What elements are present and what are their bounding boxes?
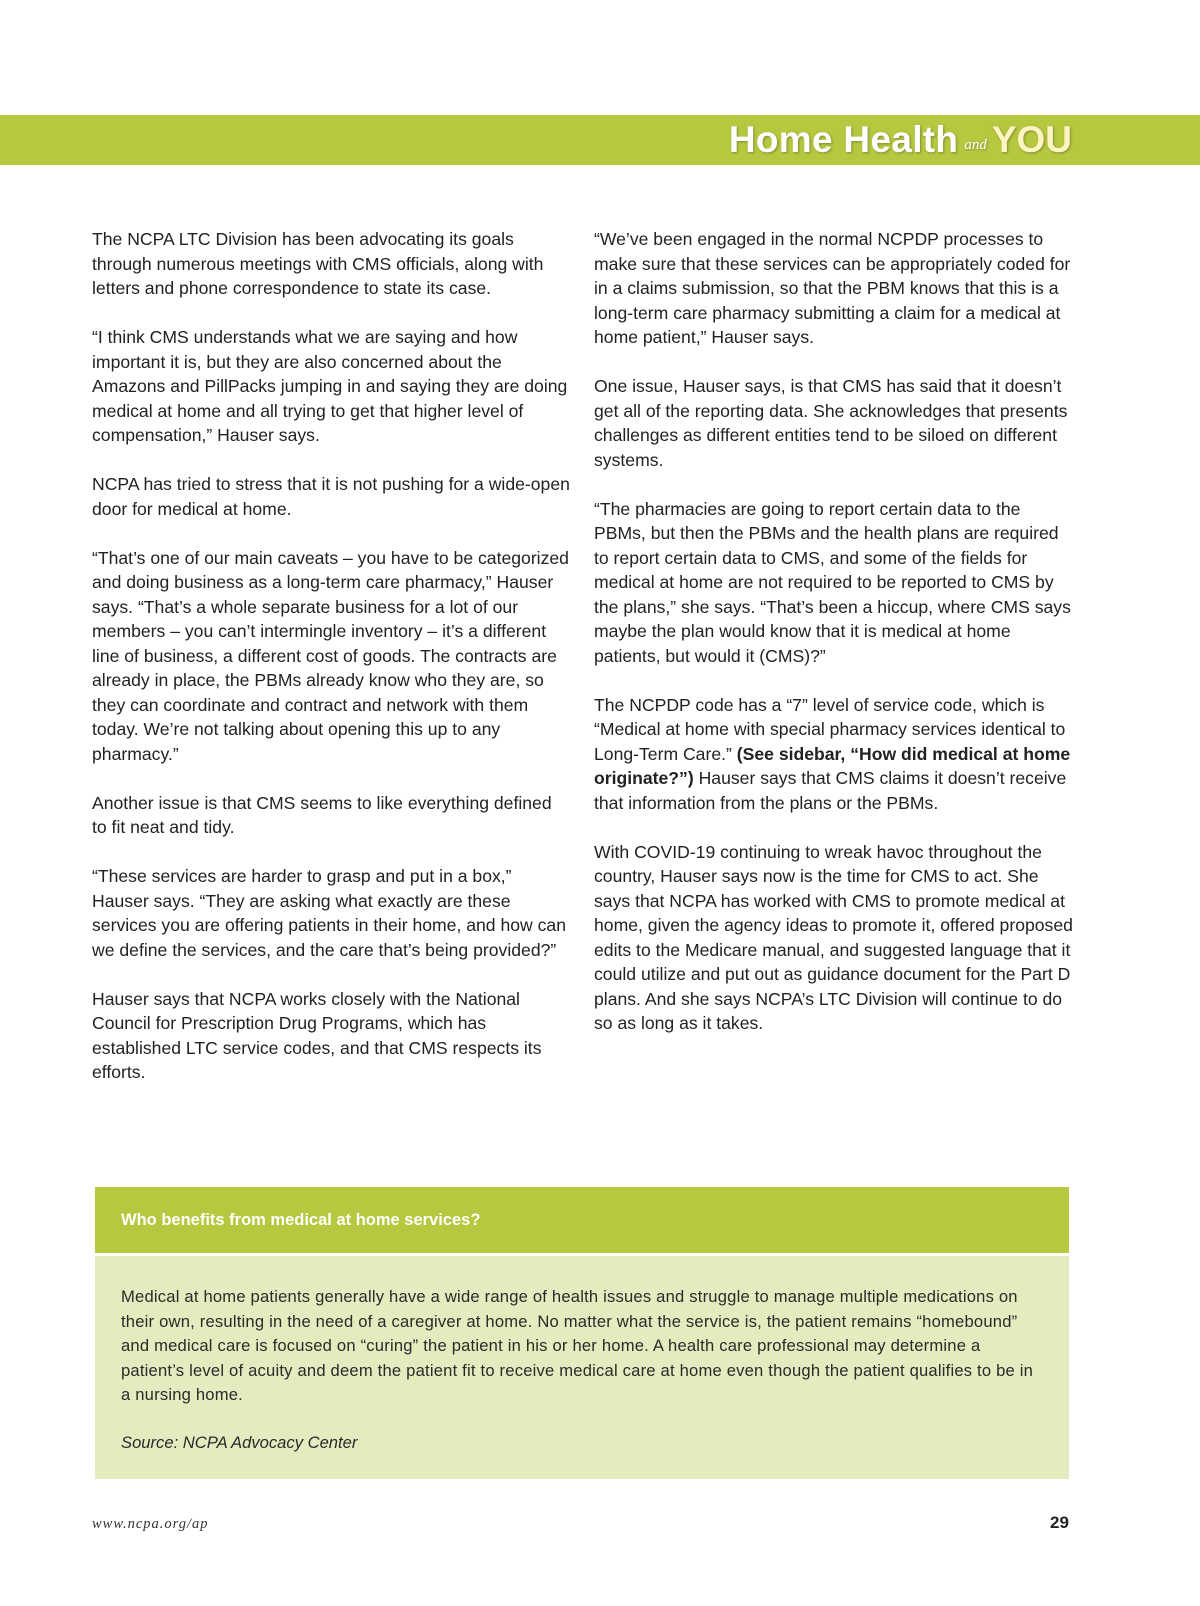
page-number: 29	[1050, 1513, 1069, 1532]
section-title-you: YOU	[991, 119, 1072, 160]
paragraph: Hauser says that NCPA works closely with the National Council for Prescription Drug Programs, which has established LTC service codes, and that CMS respects its efforts.	[92, 988, 542, 1082]
paragraph: Another issue is that CMS seems to like everything defined to fit neat and tidy.	[92, 792, 552, 837]
sidebar-reference: (See sidebar, “How did medical at home originate?”)	[594, 743, 1071, 788]
sidebar-box	[95, 1187, 1069, 1479]
footer-url: www.ncpa.org/ap	[92, 1516, 209, 1532]
paragraph-text: Hauser says that CMS claims it doesn’t receive that information from the plans or the PBMs.	[594, 768, 1067, 813]
paragraph: “We’ve been engaged in the normal NCPDP processes to make sure that these services can be appropriately coded for in a claims submission, so that the PBM knows that this is a long-term care pharmacy submitting a claim for a medical at home patient,” Hauser says.	[594, 229, 1071, 347]
paragraph: “I think CMS understands what we are saying and how important it is, but they are also concerned about the Amazons and PillPacks jumping in and saying they are doing medical at home and all trying to get that higher level of compensation,” Hauser says.	[92, 327, 568, 445]
paragraph	[594, 693, 1074, 816]
article-column-left	[92, 227, 570, 1085]
paragraph: With COVID-19 continuing to wreak havoc throughout the country, Hauser says now is the time for CMS to act. She says that NCPA has worked with CMS to promote medical at home, given the agency ideas to promote it, offered proposed edits to the Medicare manual, and suggested language that it could utilize and put out as guidance document for the Part D plans. And she says NCPA’s LTC Division will continue to do so as long as it takes.	[594, 841, 1073, 1033]
paragraph-text: The NCPDP code has a “7” level of service code, which is “Medical at home with special pharmacy services identical to Long-Term Care.”	[594, 694, 1066, 764]
sidebar-source: Source: NCPA Advocacy Center	[121, 1433, 358, 1452]
paragraph: The NCPA LTC Division has been advocating its goals through numerous meetings with CMS officials, along with letters and phone correspondence to state its case.	[92, 229, 544, 298]
sidebar-title: Who benefits from medical at home services?	[121, 1211, 481, 1229]
article-column-right	[594, 227, 1074, 1036]
paragraph: “These services are harder to grasp and put in a box,” Hauser says. “They are asking what exactly are these services you are offering patients in their home, and how can we define the services, and the care that’s being provided?”	[92, 866, 567, 960]
sidebar-body: Medical at home patients generally have a wide range of health issues and struggle to manage multiple medications on their own, resulting in the need of a caregiver at home. No matter what the service is, the patient remains “homebound” and medical care is focused on “curing” the patient in his or her home. A health care professional may determine a patient’s level of acuity and deem the patient fit to receive medical care at home even though the patient qualifies to be in a nursing home.	[121, 1287, 1034, 1405]
section-title-main: Home Health	[728, 119, 959, 160]
section-title-and: and	[964, 136, 987, 153]
paragraph: “The pharmacies are going to report certain data to the PBMs, but then the PBMs and the health plans are required to report certain data to CMS, and some of the fields for medical at home are not required to be reported to CMS by the plans,” she says. “That’s been a hiccup, where CMS says maybe the plan would know that it is medical at home patients, but would it (CMS)?”	[594, 498, 1071, 666]
paragraph: “That’s one of our main caveats – you have to be categorized and doing business as a long-term care pharmacy,” Hauser says. “That’s a whole separate business for a lot of our members – you can’t intermingle inventory – it’s a different line of business, a different cost of goods. The contracts are already in place, the PBMs already know who they are, so they can coordinate and contract and network with them today. We’re not talking about opening this up to any pharmacy.”	[92, 547, 569, 764]
paragraph: NCPA has tried to stress that it is not pushing for a wide-open door for medical at home.	[92, 474, 570, 519]
paragraph: One issue, Hauser says, is that CMS has said that it doesn’t get all of the reporting data. She acknowledges that presents challenges as different entities tend to be siloed on different systems.	[594, 376, 1068, 470]
section-title	[729, 115, 1072, 165]
sidebar-header	[95, 1187, 1069, 1256]
